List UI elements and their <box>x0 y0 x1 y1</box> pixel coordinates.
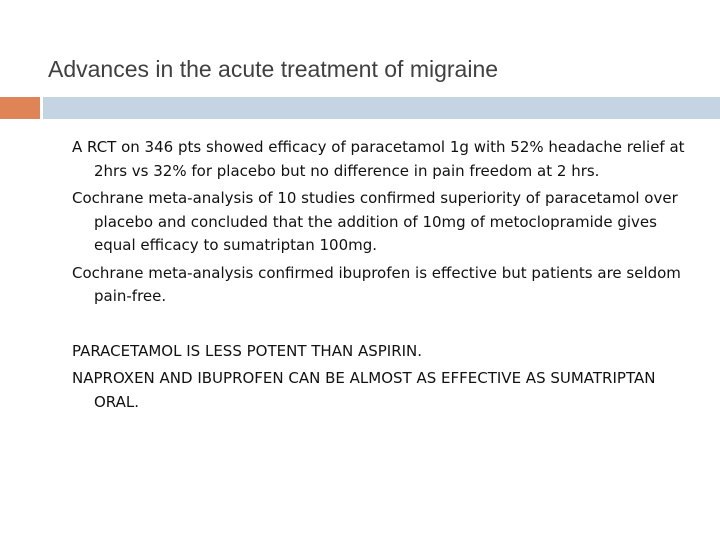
paragraph-cochrane-paracetamol: Cochrane meta-analysis of 10 studies confirmed superiority of paracetamol over placebo and concluded that the addition of 10mg of metoclopramide gives equal efficacy to sumatriptan 100mg. <box>72 189 678 254</box>
paragraph-cochrane-ibuprofen: Cochrane meta-analysis confirmed ibuprofen is effective but patients are seldom pain-free. <box>72 263 681 305</box>
spacer <box>72 313 702 340</box>
slide-body <box>72 136 702 418</box>
paragraph-naproxen-ibuprofen: NAPROXEN AND IBUPROFEN CAN BE ALMOST AS EFFECTIVE AS SUMATRIPTAN ORAL. <box>72 369 656 411</box>
slide-title: Advances in the acute treatment of migraine <box>48 56 499 82</box>
accent-bar-blue <box>43 97 720 119</box>
paragraph-rct: A RCT on 346 pts showed efficacy of paracetamol 1g with 52% headache relief at 2hrs vs 32% for placebo but no difference in pain freedom at 2 hrs. <box>72 138 685 180</box>
accent-bar-orange <box>0 97 40 119</box>
paragraph-paracetamol-potency: PARACETAMOL IS LESS POTENT THAN ASPIRIN. <box>72 341 423 360</box>
